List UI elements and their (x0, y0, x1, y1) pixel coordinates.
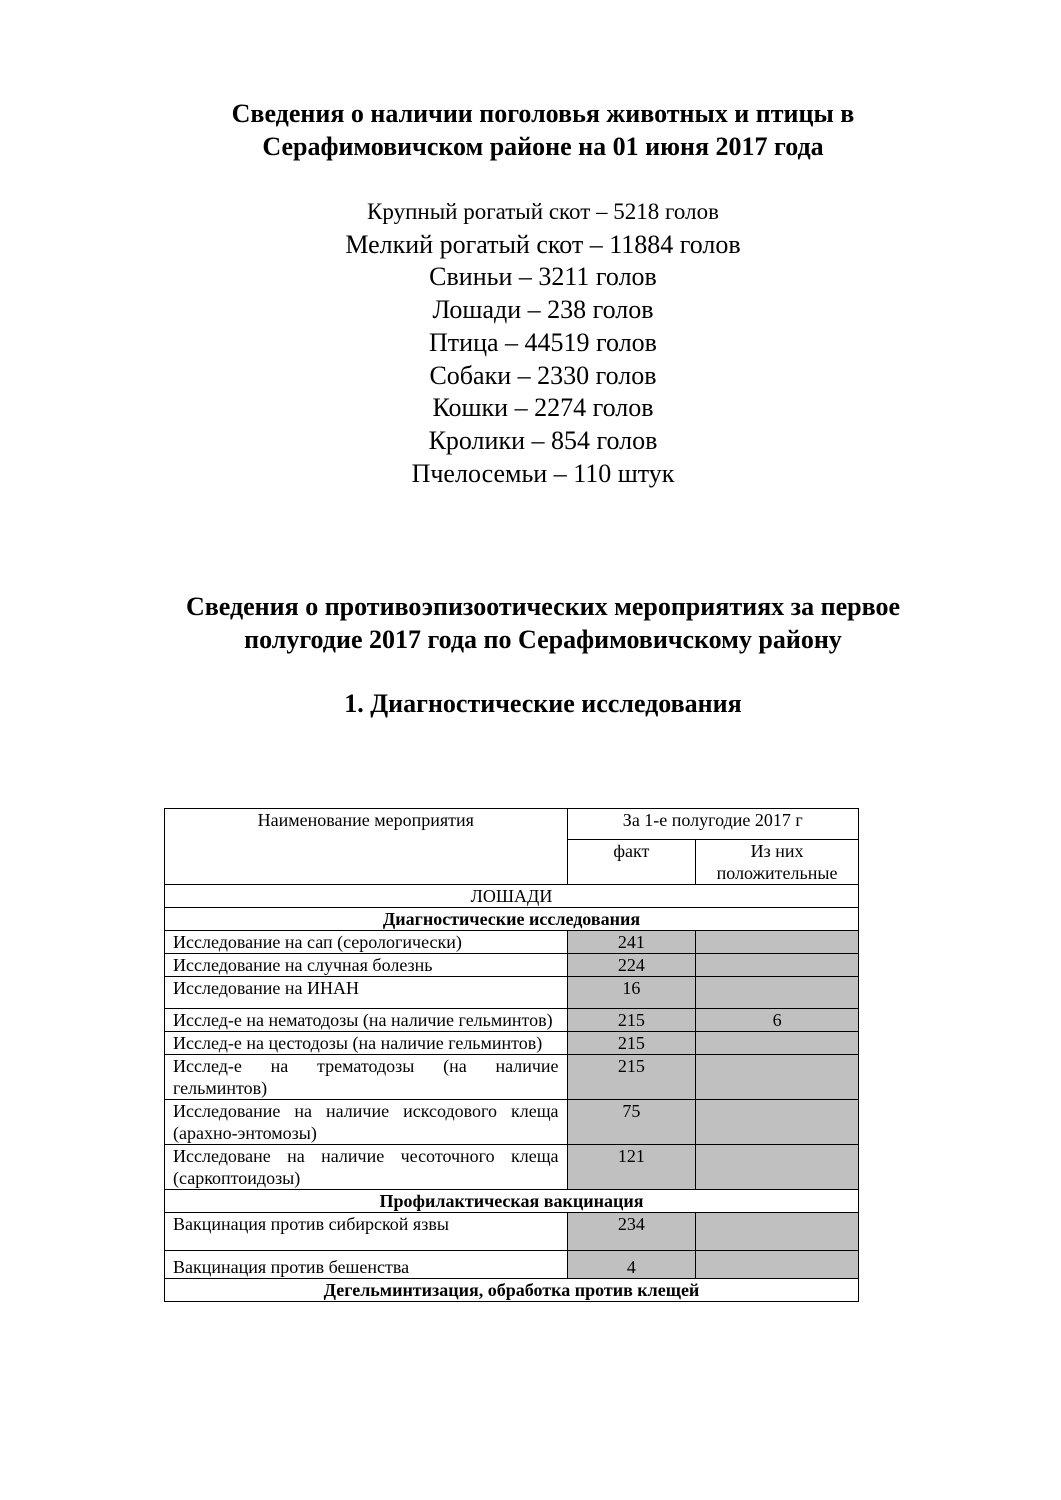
livestock-item: Птица – 44519 голов (429, 327, 657, 357)
row-name: Вакцинация против сибирской язвы (165, 1213, 568, 1251)
measures-title-line2: полугодие 2017 года по Серафимовичскому району (244, 625, 842, 654)
livestock-item: Пчелосемьи – 110 штук (411, 458, 675, 488)
row-name: Исслед-е на нематодозы (на наличие гельминтов) (165, 1009, 568, 1032)
row-positive (696, 954, 859, 977)
section-deworming: Дегельминтизация, обработка против клещей (165, 1279, 859, 1302)
table-row (165, 1213, 859, 1251)
row-positive (696, 1100, 859, 1145)
row-fact: 224 (567, 954, 696, 977)
livestock-item: Свиньи – 3211 голов (429, 262, 657, 292)
livestock-title-line2: Серафимовичском районе на 01 июня 2017 года (262, 132, 824, 161)
table-row (165, 1145, 859, 1190)
row-fact: 121 (567, 1145, 696, 1190)
table-row (165, 954, 859, 977)
row-positive: 6 (696, 1009, 859, 1032)
row-positive (696, 1251, 859, 1279)
row-positive (696, 1145, 859, 1190)
table-row (165, 1055, 859, 1100)
row-positive (696, 1032, 859, 1055)
table-row (165, 1009, 859, 1032)
row-positive (696, 977, 859, 1009)
section-diagnostics: Диагностические исследования (165, 908, 859, 931)
livestock-title (0, 97, 1061, 163)
row-positive (696, 1055, 859, 1100)
diagnostics-table (164, 808, 859, 1302)
row-name: Исследование на случная болезнь (165, 954, 568, 977)
measures-title-line1: Сведения о противоэпизоотических мероприятиях за первое (185, 592, 901, 621)
row-name: Исследование на наличие исксодового клеща (арахно-энтомозы) (165, 1100, 568, 1145)
row-fact: 215 (567, 1055, 696, 1100)
group-row (165, 885, 859, 908)
row-name: Исслед-е на цестодозы (на наличие гельминтов) (165, 1032, 568, 1055)
section-row (165, 908, 859, 931)
row-fact: 4 (567, 1251, 696, 1279)
row-name: Исслед-е на трематодозы (на наличие гельминтов) (165, 1055, 568, 1100)
row-name: Исследование на ИНАН (165, 977, 568, 1009)
row-name: Вакцинация против бешенства (165, 1251, 568, 1279)
row-name: Исследование на сап (серологически) (165, 931, 568, 954)
row-fact: 75 (567, 1100, 696, 1145)
livestock-item: Кошки – 2274 голов (432, 393, 654, 423)
row-name: Исследоване на наличие чесоточного клеща (саркоптоидозы) (165, 1145, 568, 1190)
table-row (165, 1251, 859, 1279)
livestock-item: Мелкий рогатый скот – 11884 голов (345, 229, 741, 259)
livestock-title-line1: Сведения о наличии поголовья животных и птицы в (231, 99, 855, 128)
section-heading: 1. Диагностические исследования (344, 689, 742, 718)
header-fact: факт (567, 840, 696, 885)
row-positive (696, 931, 859, 954)
table-header-row (165, 809, 859, 840)
header-period: За 1-е полугодие 2017 г (567, 809, 858, 840)
section-vaccination: Профилактическая вакцинация (165, 1190, 859, 1213)
header-name: Наименование мероприятия (165, 809, 568, 885)
row-fact: 215 (567, 1009, 696, 1032)
livestock-list (0, 196, 1061, 490)
livestock-item: Крупный рогатый скот – 5218 голов (367, 199, 719, 224)
row-fact: 16 (567, 977, 696, 1009)
row-fact: 234 (567, 1213, 696, 1251)
row-positive (696, 1213, 859, 1251)
table-row (165, 931, 859, 954)
row-fact: 215 (567, 1032, 696, 1055)
table-row (165, 1100, 859, 1145)
section-row (165, 1190, 859, 1213)
livestock-item: Собаки – 2330 голов (429, 360, 657, 390)
section-row (165, 1279, 859, 1302)
livestock-item: Лошади – 238 голов (432, 295, 654, 325)
header-positive: Из них положительные (696, 840, 859, 885)
row-fact: 241 (567, 931, 696, 954)
table-row (165, 1032, 859, 1055)
group-label: ЛОШАДИ (165, 885, 859, 908)
table-row (165, 977, 859, 1009)
measures-title (0, 590, 1061, 656)
livestock-item: Кролики – 854 голов (428, 425, 658, 455)
